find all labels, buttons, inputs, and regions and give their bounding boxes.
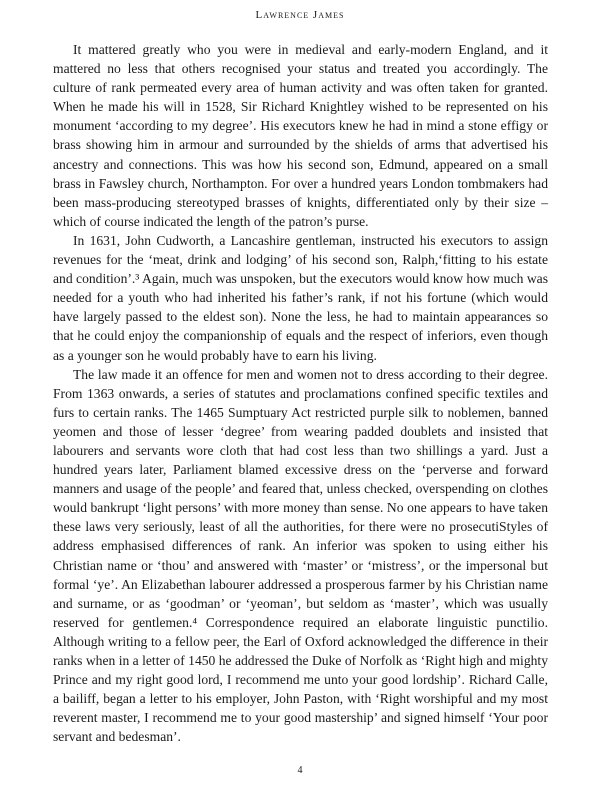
paragraph: The law made it an offence for men and women not to dress according to their degree. From 1363 onwards, a series of statutes and proclamations confined specific textiles and furs to certain ranks. The 1465 Sumptuary Act restricted purple silk to noblemen, banned yeomen and those of lesser ‘degree’ from wearing padded doublets and insisted that labourers and servants wore cloth that had cost less than two shillings a yard. Just a hundred years later, Parliament blamed excessive dress on the ‘perverse and forward manners and usage of the people’ and feared that, unless checked, overspending on clothes would bankrupt ‘light persons’ with more money than sense. No one appears to have taken these laws very seriously, least of all the authorities, for there were no prosecutiStyles of address emphasised differences of rank. An inferior was spoken to using either his Christian name or ‘thou’ and answered with ‘master’ or ‘mistress’, or the impersonal but formal ‘ye’. An Elizabethan labourer addressed a prosperous farmer by his Christian name and surname, or as ‘goodman’ or ‘yeoman’, but seldom as ‘master’, which was usually reserved for gentlemen.⁴ Correspondence required an elaborate linguistic punctilio. Although writing to a fellow peer, the Earl of Oxford acknowledged the difference in their ranks when in a letter of 1450 he addressed the Duke of Norfolk as ‘Right high and mighty Prince and my right good lord, I recommend me unto your good lordship’. Richard Calle, a bailiff, began a letter to his employer, John Paston, with ‘Right worshipful and my most reverent master, I recommend me to your good mastership’ and signed himself ‘Your poor servant and bedesman’. (53, 366, 548, 745)
paragraph: It mattered greatly who you were in medieval and early-modern England, and it mattered no less that others recognised your status and treated you accordingly. The culture of rank permeated every area of human activity and was often taken for granted. When he made his will in 1528, Sir Richard Knightley wished to be represented on his monument ‘according to my degree’. His executors knew he had in mind a stone effigy or brass showing him in armour and surrounded by the shields of arms that advertised his ancestry and connections. This was how his second son, Edmund, appeared on a small brass in Fawsley church, Northampton. For over a hundred years London tombmakers had been mass-producing stereotyped brasses of knights, differentiated only by their size – which of course indicated the length of the patron’s purse. (53, 42, 548, 229)
page-number: 4 (297, 765, 303, 776)
running-head: Lawrence James (255, 9, 345, 21)
paragraph: In 1631, John Cudworth, a Lancashire gentleman, instructed his executors to assign revenues for the ‘meat, drink and lodging’ of his second son, Ralph,‘fitting to his estate and condition’.³ Again, much was unspoken, but the executors would know how much was needed for a youth who had inherited his father’s rank, if not his fortune (which would have largely passed to the eldest son). None the less, he had to maintain appearances so that he could enjoy the companionship of equals and the respect of inferiors, even though as a younger son he would probably have to earn his living. (53, 232, 548, 363)
body-text (53, 40, 548, 746)
